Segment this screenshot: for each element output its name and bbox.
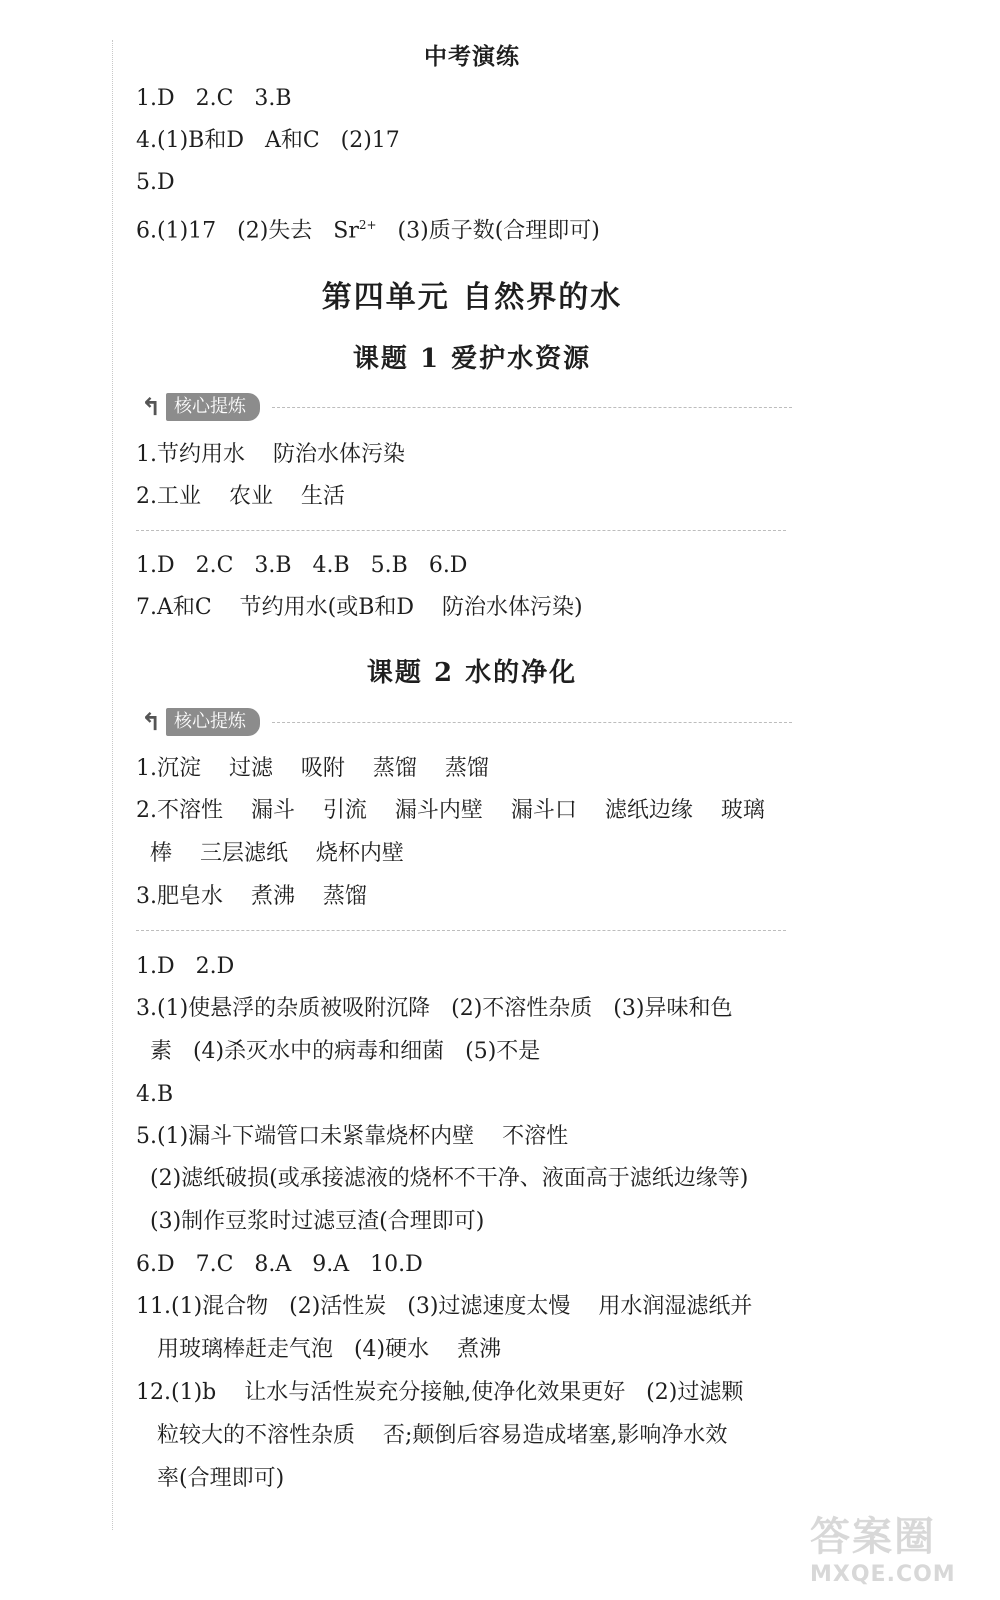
dashed-divider bbox=[136, 930, 786, 931]
unit-title: 第四单元 自然界的水 bbox=[321, 280, 623, 315]
answer-6-suffix: (3)质子数(合理即可) bbox=[376, 218, 600, 244]
answer-line: 4.B bbox=[136, 1082, 174, 1107]
answer-line: 1.D 2.C 3.B 4.B 5.B 6.D bbox=[136, 553, 468, 578]
answer-line: 用玻璃棒赶走气泡 (4)硬水 煮沸 bbox=[136, 1337, 502, 1362]
margin-line bbox=[112, 40, 114, 1530]
dashed-divider bbox=[272, 722, 792, 723]
core-summary-badge bbox=[136, 393, 260, 421]
answer-line: 粒较大的不溶性杂质 否;颠倒后容易造成堵塞,影响净水效 bbox=[136, 1423, 728, 1448]
core-point: 2.工业 农业 生活 bbox=[136, 484, 345, 509]
lesson-1-title: 课题 1 爱护水资源 bbox=[352, 344, 592, 374]
watermark-url: MXQE.COM bbox=[810, 1562, 956, 1587]
answer-line: (3)制作豆浆时过滤豆渣(合理即可) bbox=[136, 1209, 485, 1234]
charge-superscript: 2+ bbox=[358, 218, 377, 232]
section-title: 中考演练 bbox=[424, 43, 520, 70]
answer-line: 5.(1)漏斗下端管口未紧靠烧杯内壁 不溶性 bbox=[136, 1124, 569, 1149]
badge-label: 核心提炼 bbox=[166, 393, 260, 421]
answer-line: 率(合理即可) bbox=[136, 1466, 285, 1491]
answer-line: 12.(1)b 让水与活性炭充分接触,使净化效果更好 (2)过滤颗 bbox=[136, 1380, 744, 1405]
answer-line: 3.(1)使悬浮的杂质被吸附沉降 (2)不溶性杂质 (3)异味和色 bbox=[136, 996, 733, 1021]
core-point: 1.沉淀 过滤 吸附 蒸馏 蒸馏 bbox=[136, 756, 489, 781]
exam-answer-line-6 bbox=[136, 210, 600, 246]
exam-answer-line: 4.(1)B和D A和C (2)17 bbox=[136, 128, 400, 153]
dashed-divider bbox=[272, 407, 792, 408]
answer-line: 1.D 2.D bbox=[136, 954, 235, 979]
lesson-2-title: 课题 2 水的净化 bbox=[366, 658, 578, 688]
badge-label: 核心提炼 bbox=[166, 708, 260, 736]
dashed-divider bbox=[136, 530, 786, 531]
site-watermark bbox=[810, 1505, 980, 1585]
core-point: 3.肥皂水 煮沸 蒸馏 bbox=[136, 884, 367, 909]
core-point: 1.节约用水 防治水体污染 bbox=[136, 442, 405, 467]
core-point: 2.不溶性 漏斗 引流 漏斗内壁 漏斗口 滤纸边缘 玻璃 bbox=[136, 798, 765, 823]
watermark-logo-text: 答案圈 bbox=[810, 1514, 936, 1560]
return-arrow-icon: ↰ bbox=[140, 708, 162, 736]
answer-line: 11.(1)混合物 (2)活性炭 (3)过滤速度太慢 用水润湿滤纸并 bbox=[136, 1294, 753, 1319]
answer-line: 素 (4)杀灭水中的病毒和细菌 (5)不是 bbox=[136, 1039, 541, 1064]
answer-line: 7.A和C 节约用水(或B和D 防治水体污染) bbox=[136, 595, 583, 620]
core-point: 棒 三层滤纸 烧杯内壁 bbox=[136, 841, 404, 866]
answer-line: 6.D 7.C 8.A 9.A 10.D bbox=[136, 1252, 423, 1277]
core-summary-badge bbox=[136, 708, 260, 736]
answer-line: (2)滤纸破损(或承接滤液的烧杯不干净、液面高于滤纸边缘等) bbox=[136, 1166, 749, 1191]
exam-answer-line: 1.D 2.C 3.B bbox=[136, 86, 292, 111]
exam-answer-line: 5.D bbox=[136, 170, 175, 195]
answer-6-prefix: 6.(1)17 (2)失去 Sr bbox=[136, 218, 359, 244]
return-arrow-icon: ↰ bbox=[140, 393, 162, 421]
